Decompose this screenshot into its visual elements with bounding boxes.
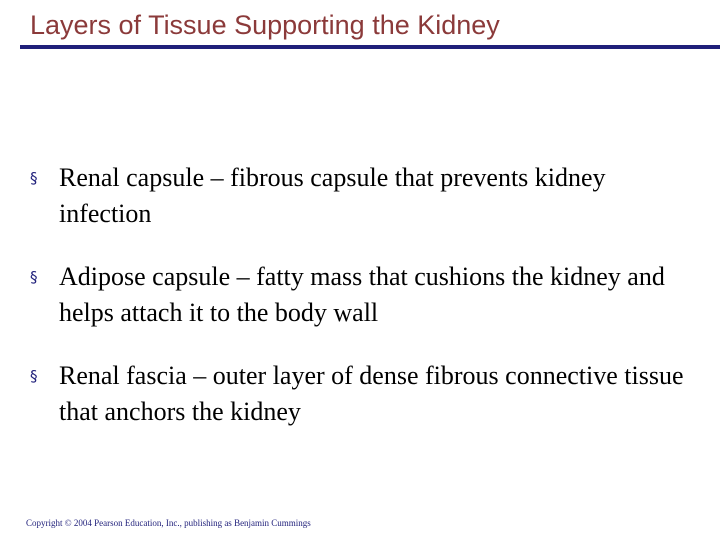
bullet-text: Renal fascia – outer layer of dense fibrous connective tissue that anchors the kidney [59, 361, 684, 426]
bullet-marker-icon: § [30, 367, 38, 385]
slide-title: Layers of Tissue Supporting the Kidney [30, 10, 500, 40]
title-underline [20, 45, 720, 49]
bullet-item [30, 358, 700, 430]
bullet-item [30, 259, 700, 331]
bullet-text: Adipose capsule – fatty mass that cushions the kidney and helps attach it to the body wall [59, 262, 665, 327]
copyright-footer: Copyright © 2004 Pearson Education, Inc., publishing as Benjamin Cummings [26, 518, 311, 528]
bullet-item [30, 160, 700, 232]
bullet-marker-icon: § [30, 268, 38, 286]
bullet-text: Renal capsule – fibrous capsule that prevents kidney infection [59, 163, 606, 228]
bullet-list [30, 160, 700, 457]
bullet-marker-icon: § [30, 169, 38, 187]
